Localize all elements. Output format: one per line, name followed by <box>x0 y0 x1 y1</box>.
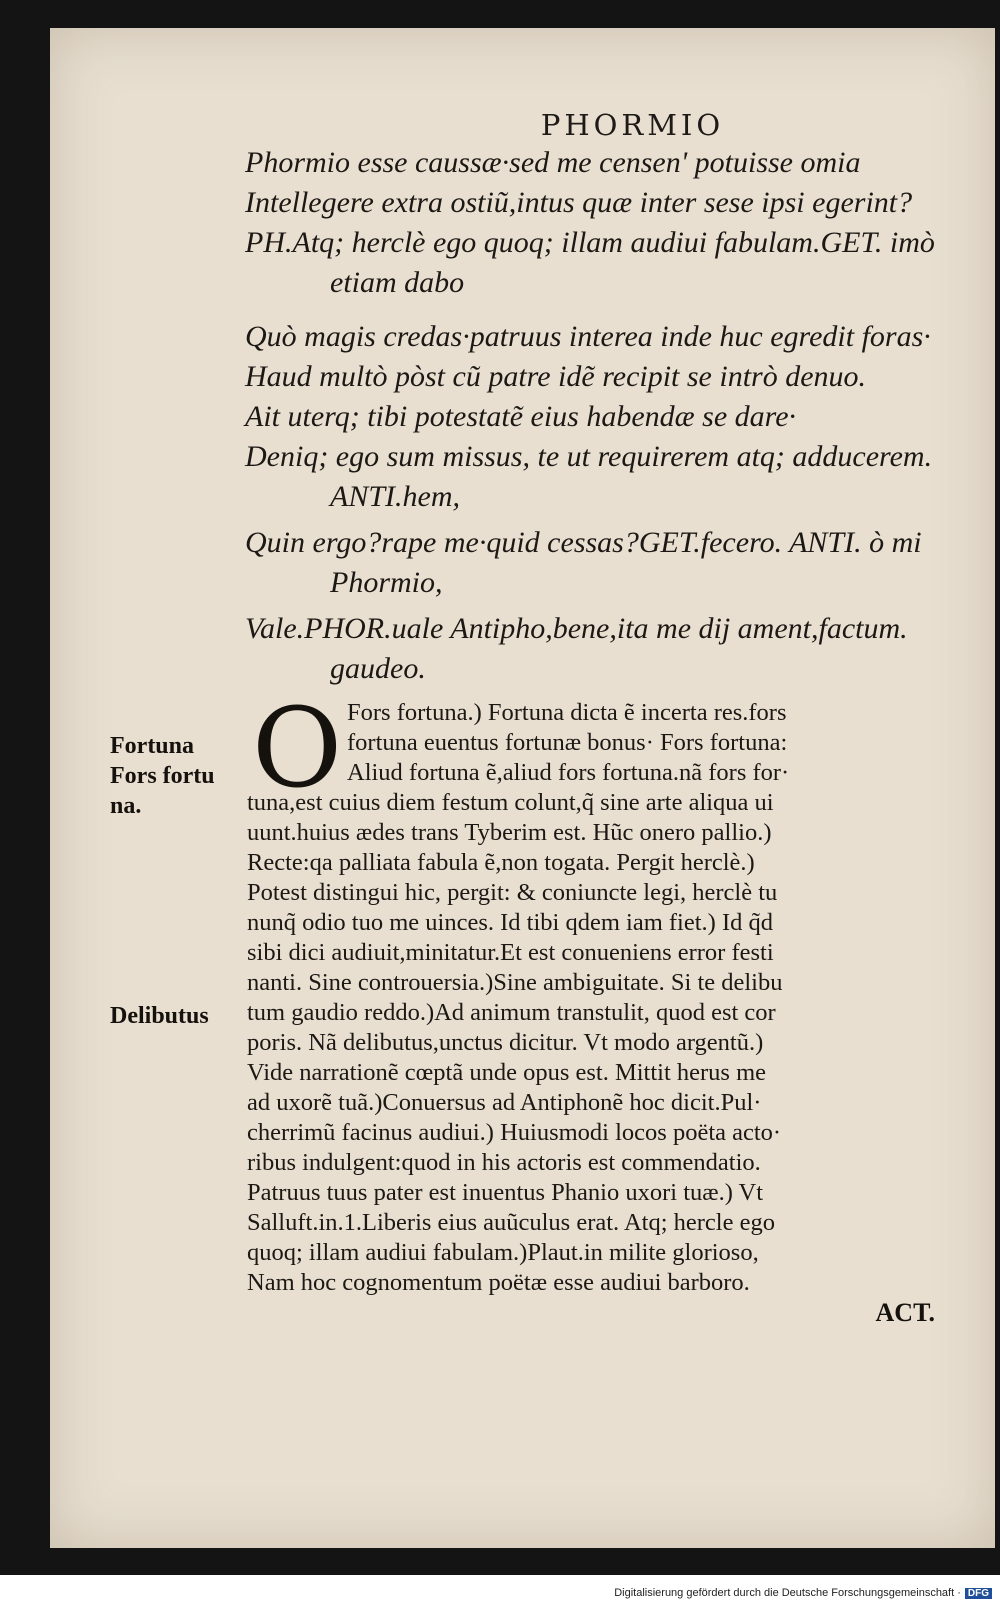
commentary-block <box>247 684 987 1298</box>
commentary-line: fortuna euentus fortunæ bonus· Fors fortuna: <box>347 729 788 756</box>
verse-line: Phormio esse caussæ·sed me censen' potuisse omia <box>245 146 861 179</box>
verse-line: Haud multò pòst cũ patre idẽ recipit se intrò denuo. <box>245 360 867 393</box>
verse-line: Phormio, <box>330 566 443 599</box>
commentary-line: nunq̃ odio tuo me uinces. Id tibi qdem iam fiet.) Id q̃d <box>247 909 773 936</box>
margin-note: na. <box>110 793 142 819</box>
commentary-line: Vide narrationẽ cœptã unde opus est. Mittit herus me <box>247 1059 767 1086</box>
verse-line: Deniq; ego sum missus, te ut requirerem atq; adducerem. <box>245 440 933 473</box>
footer-text: Digitalisierung gefördert durch die Deutsche Forschungsgemeinschaft · <box>614 1587 961 1599</box>
commentary-line: Recte:qa palliata fabula ẽ,non togata. Pergit herclè.) <box>247 849 755 876</box>
footer-credit <box>614 1587 992 1599</box>
verse-line: gaudeo. <box>330 652 426 685</box>
catchword: ACT. <box>875 1298 935 1327</box>
commentary-line: Patruus tuus pater est inuentus Phanio uxori tuæ.) Vt <box>247 1179 764 1206</box>
commentary-line: nanti. Sine controuersia.)Sine ambiguitate. Si te delibu <box>247 969 783 996</box>
commentary-line: tuna,est cuius diem festum colunt,q̃ sine arte aliqua ui <box>247 789 774 816</box>
running-head: PHORMIO <box>540 108 725 142</box>
commentary-line: Nam hoc cognomentum poëtæ esse audiui barboro. <box>247 1269 750 1296</box>
verse-line: Ait uterq; tibi potestatẽ eius habendæ se dare· <box>245 400 797 433</box>
margin-note: Delibutus <box>110 1003 209 1029</box>
commentary-line: tum gaudio reddo.)Ad animum transtulit, quod est cor <box>247 999 776 1026</box>
commentary-line: ad uxorẽ tuã.)Conuersus ad Antiphonẽ hoc dicit.Pul· <box>247 1089 762 1116</box>
commentary-line: poris. Nã delibutus,unctus dicitur. Vt modo argentũ.) <box>247 1029 764 1056</box>
verse-line: PH.Atq; herclè ego quoq; illam audiui fabulam.GET. imò <box>245 226 935 259</box>
verse-line: ANTI.hem, <box>330 480 460 513</box>
commentary-line: cherrimũ facinus audiui.) Huiusmodi locos poëta acto· <box>247 1119 782 1146</box>
commentary-line: ribus indulgent:quod in his actoris est commendatio. <box>247 1149 761 1176</box>
verse-line: Vale.PHOR.uale Antipho,bene,ita me dij ament,factum. <box>245 612 908 645</box>
dfg-logo: DFG <box>965 1588 992 1599</box>
commentary-line: Salluft.in.1.Liberis eius auũculus erat. Atq; hercle ego <box>247 1209 775 1236</box>
decorated-initial: O <box>252 684 343 812</box>
margin-note: Fors fortu <box>110 763 215 789</box>
commentary-line: uunt.huius ædes trans Tyberim est. Hũc onero pallio.) <box>247 819 772 846</box>
commentary-line: Fors fortuna.) Fortuna dicta ẽ incerta res.fors <box>347 699 787 726</box>
verse-line: etiam dabo <box>330 266 465 299</box>
commentary-line: quoq; illam audiui fabulam.)Plaut.in milite glorioso, <box>247 1239 759 1266</box>
book-page <box>50 28 995 1548</box>
verse-line: Intellegere extra ostiũ,intus quæ inter sese ipsi egerint? <box>245 186 913 219</box>
commentary-line: Potest distingui hic, pergit: & coniuncte legi, herclè tu <box>247 879 778 906</box>
commentary-line: sibi dici audiuit,minitatur.Et est conueniens error festi <box>247 939 774 966</box>
verse-line: Quò magis credas·patruus interea inde huc egredit foras· <box>245 320 931 353</box>
margin-note: Fortuna <box>110 733 194 759</box>
commentary-line: Aliud fortuna ẽ,aliud fors fortuna.nã fors for· <box>347 759 790 786</box>
verse-block <box>245 143 965 689</box>
verse-line: Quin ergo?rape me·quid cessas?GET.fecero. ANTI. ò mi <box>245 526 922 559</box>
